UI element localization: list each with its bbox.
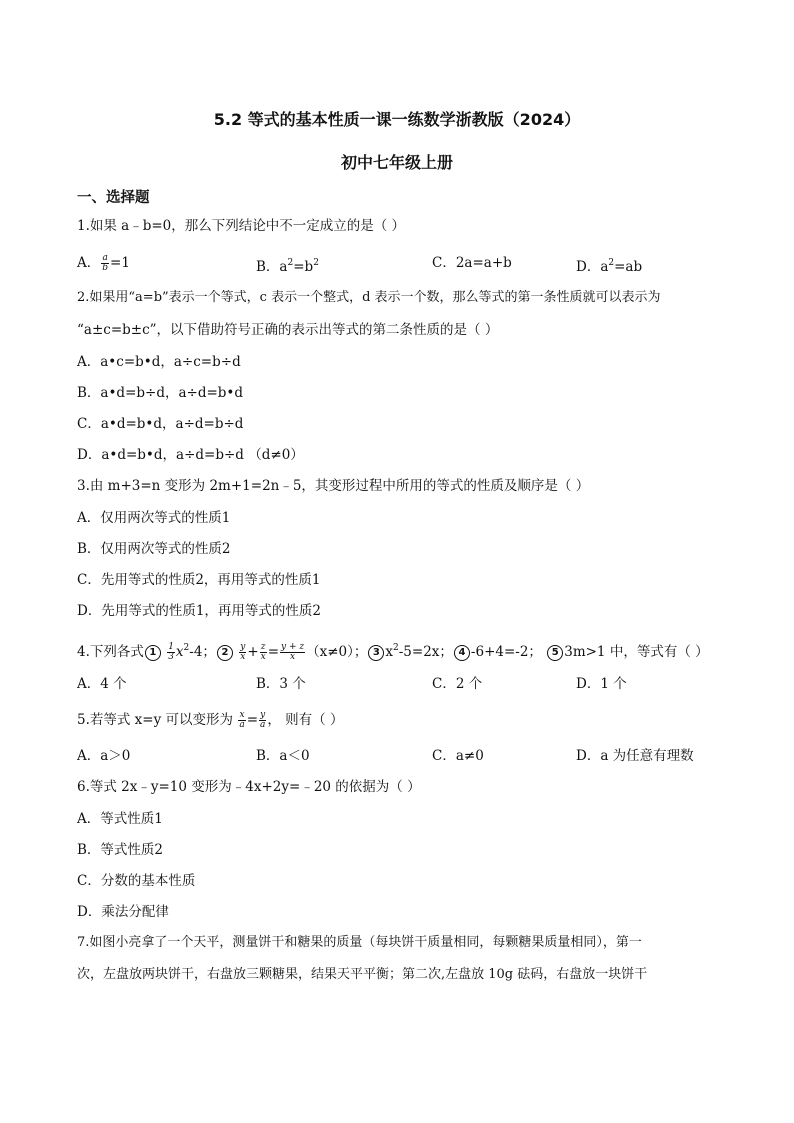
question-2-option-d: D．a•d=b•d，a÷d=b÷d （d≠0） — [77, 447, 304, 463]
question-6-stem: 6.等式 2x﹣y=10 变形为﹣4x+2y=﹣20 的依据为（ ） — [77, 779, 421, 795]
circled-number-1: 1 — [145, 645, 161, 661]
option-text: =b — [293, 259, 314, 275]
operator: = — [246, 712, 258, 728]
circled-number-5: 5 — [547, 645, 563, 661]
operator: = — [267, 644, 280, 660]
fraction-numerator: y — [260, 710, 266, 720]
section-heading: 一、选择题 — [77, 190, 150, 206]
fraction — [167, 643, 175, 662]
option-text: =1 — [110, 255, 130, 271]
question-4-stem — [77, 638, 709, 662]
fraction-denominator: 3 — [168, 652, 174, 662]
question-2-option-a: A．a•c=b•d，a÷c=b÷d — [77, 354, 241, 370]
option-label: A． — [77, 255, 101, 271]
circled-number-2: 2 — [217, 645, 233, 661]
question-4-option-d: D．1 个 — [576, 676, 627, 692]
question-5-option-b: B．a＜0 — [256, 748, 310, 764]
fraction-numerator: z — [260, 642, 266, 652]
question-4-option-b: B．3 个 — [256, 676, 306, 692]
question-2-option-b: B．a•d=b÷d，a÷d=b•d — [77, 385, 244, 401]
stem-text: 5.若等式 x=y 可以变形为 — [77, 712, 234, 728]
option-text: D．a — [576, 259, 609, 275]
question-5-option-a: A．a＞0 — [77, 748, 131, 764]
question-6-option-c: C．分数的基本性质 — [77, 873, 196, 889]
fraction-numerator: a — [102, 253, 108, 263]
question-2-option-c: C．a•d=b•d，a÷d=b÷d — [77, 416, 244, 432]
stem-text: x — [385, 644, 394, 660]
question-1-option-b — [256, 253, 319, 277]
question-3-option-d: D．先用等式的性质1，再用等式的性质2 — [77, 603, 322, 619]
question-7-stem-line-2: 次，左盘放两块饼干，右盘放三颗糖果，结果天平平衡；第二次,左盘放 10g 砝码，右盘放一块饼干 — [77, 967, 648, 982]
stem-text: -5=2x； — [398, 644, 453, 660]
question-2-stem-line-1: 2.如果用“a=b”表示一个等式，c 表示一个整式，d 表示一个数，那么等式的第一条性质就可以表示为 — [77, 290, 661, 305]
fraction — [259, 711, 266, 730]
exponent: 2 — [287, 258, 294, 268]
circled-number-4: 4 — [454, 645, 470, 661]
question-7-stem-line-1: 7.如图小亮拿了一个天平，测量饼干和糖果的质量（每块饼干质量相同，每颗糖果质量相同），第一 — [77, 935, 642, 950]
document-subtitle: 初中七年级上册 — [340, 153, 453, 172]
fraction-denominator: b — [102, 263, 109, 273]
fraction-denominator: a — [260, 720, 266, 730]
fraction — [101, 254, 109, 273]
exponent: 2 — [608, 258, 615, 268]
question-6-option-b: B．等式性质2 — [77, 842, 164, 858]
question-3-option-c: C．先用等式的性质2，再用等式的性质1 — [77, 572, 321, 588]
question-4-option-c: C．2 个 — [432, 676, 483, 692]
variable: x — [175, 644, 184, 660]
exponent: 2 — [393, 643, 399, 653]
question-1-option-d — [576, 253, 642, 277]
question-5-stem — [77, 710, 343, 730]
fraction-numerator: y — [240, 642, 246, 652]
fraction — [260, 643, 267, 662]
question-1-option-c: C．2a=a+b — [432, 255, 512, 271]
exponent: 2 — [313, 258, 319, 268]
fraction-denominator: x — [240, 652, 246, 662]
stem-text: 4.下列各式 — [77, 644, 144, 660]
option-text: =ab — [614, 259, 643, 275]
question-3-option-b: B．仅用两次等式的性质2 — [77, 541, 231, 557]
stem-text: 3m>1 中，等式有（ ） — [564, 644, 709, 660]
stem-text: -4； — [189, 644, 216, 660]
circled-number-3: 3 — [368, 645, 384, 661]
fraction-numerator: y + z — [281, 642, 305, 652]
question-5-option-c: C．a≠0 — [432, 748, 484, 764]
stem-text: ， 则有（ ） — [267, 712, 344, 728]
stem-text: （x≠0）； — [306, 644, 368, 660]
fraction-denominator: x — [290, 652, 296, 662]
question-3-stem: 3.由 m+3=n 变形为 2m+1=2n﹣5，其变形过程中所用的等式的性质及顺序是（ ） — [77, 478, 590, 494]
question-1-option-a — [77, 253, 130, 273]
question-4-option-a: A．4 个 — [77, 676, 127, 692]
fraction — [280, 643, 305, 662]
question-3-option-a: A．仅用两次等式的性质1 — [77, 510, 231, 526]
fraction-denominator: a — [239, 720, 245, 730]
stem-text: -6+4=-2； — [470, 644, 542, 660]
exponent: 2 — [183, 643, 190, 653]
operator: + — [247, 644, 259, 660]
question-6-option-d: D．乘法分配律 — [77, 904, 169, 920]
fraction — [239, 643, 246, 662]
option-text: B．a — [256, 259, 288, 275]
question-2-stem-line-2: “a±c=b±c”，以下借助符号正确的表示出等式的第二条性质的是（ ） — [77, 322, 499, 338]
fraction-denominator: x — [260, 652, 266, 662]
question-6-option-a: A．等式性质1 — [77, 811, 163, 827]
fraction-numerator: 1 — [168, 642, 174, 652]
fraction-numerator: x — [239, 710, 245, 720]
fraction — [238, 711, 245, 730]
question-1-stem: 1.如果 a﹣b=0，那么下列结论中不一定成立的是（ ） — [77, 218, 406, 234]
document-title: 5.2 等式的基本性质一课一练数学浙教版（2024） — [213, 110, 581, 129]
question-5-option-d: D．a 为任意有理数 — [576, 748, 694, 764]
